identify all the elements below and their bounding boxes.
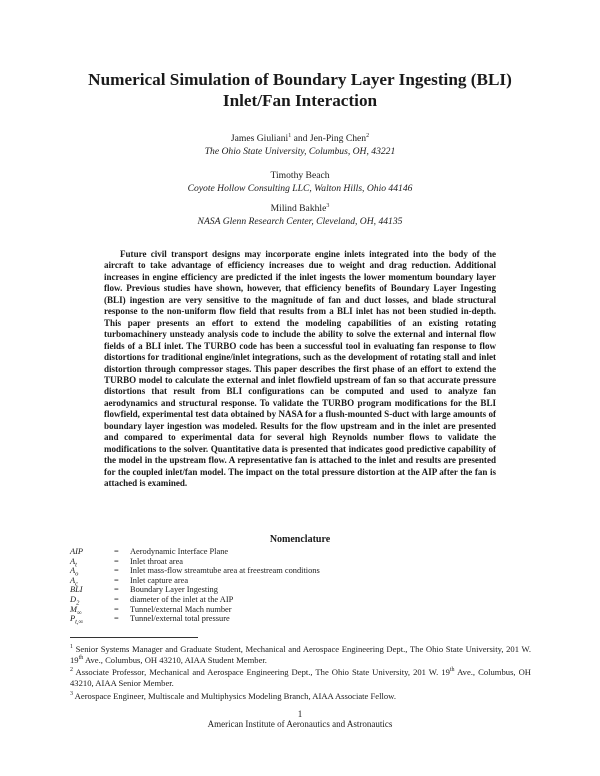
nomenclature-definition: Inlet mass-flow streamtube area at freestream conditions [130,566,320,576]
footnote-text: Associate Professor, Mechanical and Aerospace Engineering Dept., The Ohio State University, 201 W. 19th Ave., Columbus, OH 43210, AIAA Senior Member. [70,667,531,688]
author-affiliation: The Ohio State University, Columbus, OH, 43221 [204,146,396,157]
abstract: Future civil transport designs may incorporate engine inlets integrated into the body of the aircraft to take advantage of efficiency increases due to weight and drag reduction. Additional increases in engine efficiency are predicted if the inlet ingests the lower momentum boundary layer flow. Previous studies have shown, however, that efficiency benefits of Boundary Layer Ingesting (BLI) ingestion are very sensitive to the magnitude of fan and duct losses, and blade structural response to the non-uniform flow field that results from a BLI inlet has not been studied in-depth. This paper presents an effort to extend the modeling capabilities of an existing rotating turbomachinery unsteady analysis code to include the ability to solve the external and internal flow fields of a BLI inlet. The TURBO code has been a successful tool in evaluating fan response to flow distortions for traditional engine/inlet integrations, such as the development of rotating stall and inlet distortion through compressor stages. This paper describes the first phase of an effort to extend the TURBO model to calculate the external and inlet flowfield upstream of fan so that accurate pressure distortions that result from BLI configurations can be computed and used to analyze fan aerodynamics and structural response. To validate the TURBO program modifications for the BLI flowfield, experimental test data obtained by NASA for a flush-mounted S-duct with large amounts of boundary layer ingestion was modeled. Results for the flow upstream and in the inlet are presented and compared to experimental data for several high Reynolds number flows to validate the modifications to the solver. Quantitative data is presented that indicates good predictive capability of the model in the upstream flow. A representative fan is attached to the inlet and results are presented for the coupled inlet/fan model. The impact on the total pressure distortion at the AIP after the fan is attached is examined. [104,249,496,489]
page-footer-organization: American Institute of Aeronautics and Astronautics [207,719,393,729]
footnote-number: 2 [70,667,73,673]
nomenclature-definition: diameter of the inlet at the AIP [130,594,234,604]
title-line-2: Inlet/Fan Interaction [222,91,378,110]
author-name-beach: Timothy Beach [270,170,330,181]
symbol-subscript: 2 [76,599,80,607]
footnote-mark: 3 [326,203,330,209]
symbol-subscript: t,∞ [75,618,84,626]
nomenclature-symbol [70,585,83,595]
symbol-base: M [70,604,77,614]
footnote-3 [70,691,531,702]
equals-sign: = [114,547,119,556]
nomenclature-symbol [70,547,83,557]
author-names [0,132,600,145]
footnote-mark: 2 [366,133,370,139]
title-line-1: Numerical Simulation of Boundary Layer Ingesting (BLI) [88,70,512,89]
symbol-subscript: o [75,570,79,578]
author-group-3 [0,202,600,228]
equals-sign: = [114,556,119,566]
author-affiliation: Coyote Hollow Consulting LLC, Walton Hills, Ohio 44146 [187,183,413,194]
footnote-text: Aerospace Engineer, Multiscale and Multiphysics Modeling Branch, AIAA Associate Fellow. [73,691,396,701]
footnote-1 [70,644,531,666]
paper-title [40,69,560,111]
symbol-base: BLI [70,585,83,595]
author-names [0,202,600,215]
symbol-subscript: c [75,580,79,588]
footnote-mark: 1 [288,133,292,139]
author-name-bakhle: Milind Bakhle [270,203,327,214]
footnote-text: Senior Systems Manager and Graduate Student, Mechanical and Aerospace Engineering Dept., The Ohio State University, 201 W. 19th Ave., Columbus, OH 43210, AIAA Student Member. [70,644,531,665]
symbol-base: A [70,566,76,576]
footnote-2 [70,667,531,689]
equals-sign: = [114,585,119,595]
equals-sign: = [114,566,119,576]
equals-sign: = [114,604,119,614]
footnote-divider [70,637,198,638]
nomenclature-definition: Tunnel/external total pressure [130,614,230,624]
symbol-base: AIP [70,547,84,556]
author-group-1 [0,132,600,158]
symbol-base: P [70,614,76,624]
nomenclature-definition: Inlet throat area [130,556,184,566]
nomenclature-heading: Nomenclature [269,534,331,545]
equals-sign: = [114,614,119,624]
nomenclature-symbol [70,614,83,627]
footnote-number: 3 [70,691,73,697]
symbol-base: A [70,556,76,566]
author-name-chen: and Jen-Ping Chen [291,133,367,144]
symbol-base: D [70,594,77,604]
author-name-giuliani: James Giuliani [230,133,289,144]
equals-sign: = [114,575,119,585]
author-affiliation: NASA Glenn Research Center, Cleveland, OH, 44135 [197,216,403,227]
nomenclature-definition: Inlet capture area [130,575,189,585]
nomenclature-definition: Aerodynamic Interface Plane [130,547,229,556]
equals-sign: = [114,594,119,604]
nomenclature-definition: Tunnel/external Mach number [130,604,232,614]
page-number: 1 [297,709,303,719]
symbol-subscript: ∞ [76,609,82,617]
nomenclature-definition: Boundary Layer Ingesting [130,585,218,595]
symbol-subscript: t [75,561,77,569]
author-group-2 [0,169,600,195]
symbol-base: A [70,575,76,585]
footnote-number: 1 [70,644,73,650]
